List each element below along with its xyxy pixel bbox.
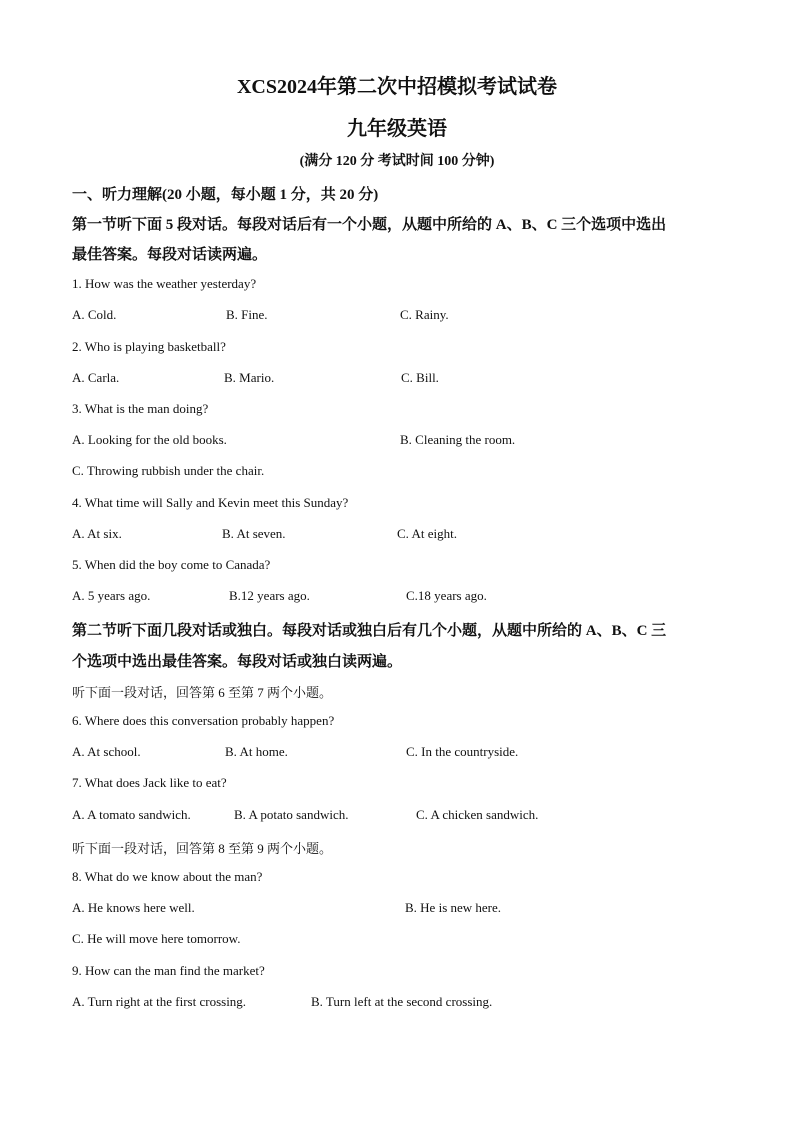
option-2c: C. Bill. bbox=[401, 370, 439, 385]
option-8a: A. He knows here well. bbox=[72, 900, 195, 915]
section-heading: 一、听力理解(20 小题，每小题 1 分，共 20 分) bbox=[72, 187, 379, 203]
option-4c: C. At eight. bbox=[397, 526, 457, 541]
option-3c: C. Throwing rubbish under the chair. bbox=[72, 463, 265, 478]
question-4: 4. What time will Sally and Kevin meet this Sunday? bbox=[72, 495, 349, 510]
option-1c: C. Rainy. bbox=[400, 307, 449, 322]
instruction-q8-q9: 听下面一段对话，回答第 8 至第 9 两个小题。 bbox=[72, 841, 333, 856]
question-5: 5. When did the boy come to Canada? bbox=[72, 557, 271, 572]
instruction-q6-q7: 听下面一段对话，回答第 6 至第 7 两个小题。 bbox=[72, 685, 333, 700]
option-7b: B. A potato sandwich. bbox=[234, 807, 349, 822]
option-5b: B.12 years ago. bbox=[229, 588, 310, 603]
option-6b: B. At home. bbox=[225, 744, 288, 759]
option-9b: B. Turn left at the second crossing. bbox=[311, 994, 493, 1009]
part2-instruction-line1: 第二节听下面几段对话或独白。每段对话或独白后有几个小题，从题中所给的 A、B、C 三 bbox=[72, 623, 667, 639]
question-8: 8. What do we know about the man? bbox=[72, 869, 263, 884]
option-4a: A. At six. bbox=[72, 526, 122, 541]
option-2a: A. Carla. bbox=[72, 370, 120, 385]
exam-subtitle: 九年级英语 bbox=[347, 118, 447, 140]
option-8c: C. He will move here tomorrow. bbox=[72, 931, 241, 946]
option-2b: B. Mario. bbox=[224, 370, 275, 385]
question-2: 2. Who is playing basketball? bbox=[72, 339, 226, 354]
option-6c: C. In the countryside. bbox=[406, 744, 519, 759]
question-1: 1. How was the weather yesterday? bbox=[72, 276, 257, 291]
option-1b: B. Fine. bbox=[226, 307, 268, 322]
question-3: 3. What is the man doing? bbox=[72, 401, 209, 416]
option-4b: B. At seven. bbox=[222, 526, 286, 541]
option-6a: A. At school. bbox=[72, 744, 141, 759]
exam-info: (满分 120 分 考试时间 100 分钟) bbox=[299, 154, 495, 169]
option-7c: C. A chicken sandwich. bbox=[416, 807, 539, 822]
option-9a: A. Turn right at the first crossing. bbox=[72, 994, 247, 1009]
option-5a: A. 5 years ago. bbox=[72, 588, 151, 603]
option-1a: A. Cold. bbox=[72, 307, 117, 322]
option-7a: A. A tomato sandwich. bbox=[72, 807, 191, 822]
question-9: 9. How can the man find the market? bbox=[72, 963, 265, 978]
question-7: 7. What does Jack like to eat? bbox=[72, 775, 227, 790]
option-3b: B. Cleaning the room. bbox=[400, 432, 516, 447]
option-5c: C.18 years ago. bbox=[406, 588, 487, 603]
part2-instruction-line2: 个选项中选出最佳答案。每段对话或独白读两遍。 bbox=[72, 654, 403, 670]
question-6: 6. Where does this conversation probably happen? bbox=[72, 713, 335, 728]
exam-title: XCS2024年第二次中招模拟考试试卷 bbox=[236, 76, 557, 98]
option-3a: A. Looking for the old books. bbox=[72, 432, 227, 447]
option-8b: B. He is new here. bbox=[405, 900, 502, 915]
part1-instruction-line1: 第一节听下面 5 段对话。每段对话后有一个小题，从题中所给的 A、B、C 三个选项中选出 bbox=[72, 217, 667, 233]
part1-instruction-line2: 最佳答案。每段对话读两遍。 bbox=[72, 247, 268, 263]
